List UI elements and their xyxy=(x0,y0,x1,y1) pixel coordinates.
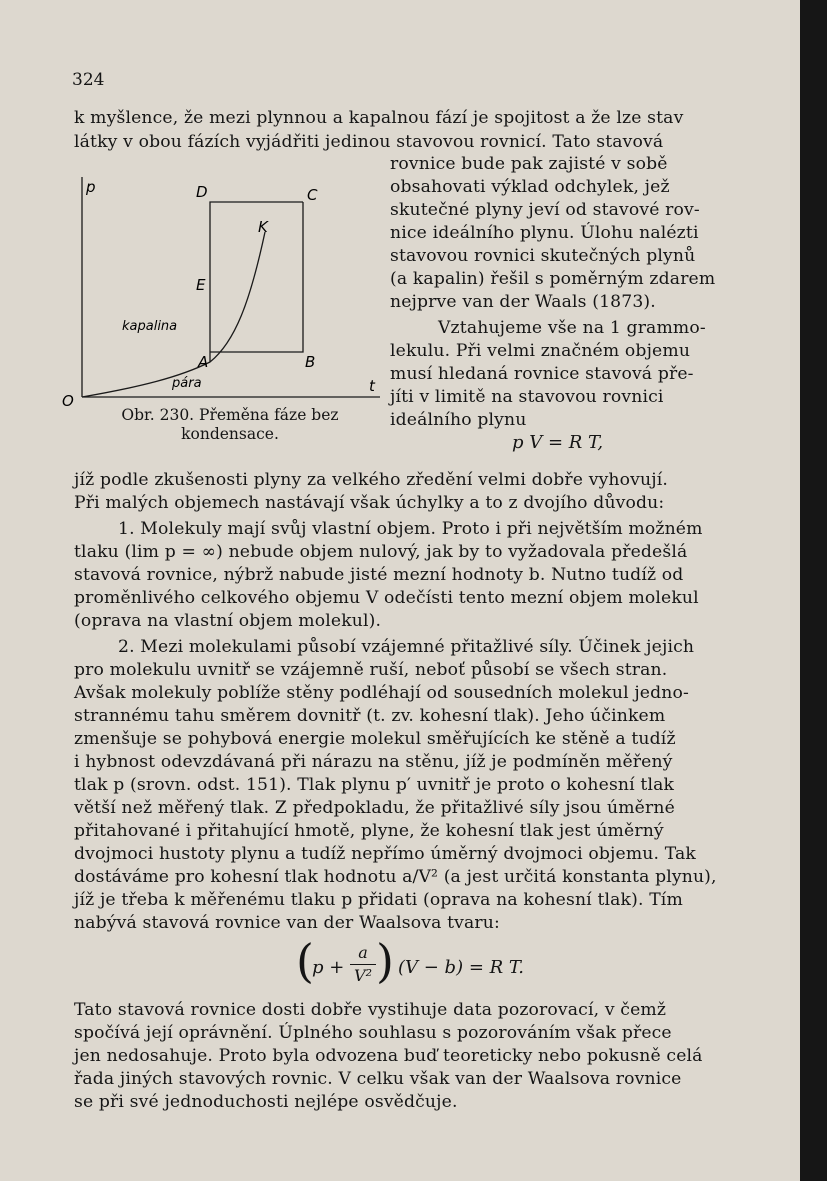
vdw-denominator: V² xyxy=(354,966,372,985)
label-para: pára xyxy=(172,376,202,391)
text-line: i hybnost odevzdávaná při nárazu na stěnu, jíž je podmíněn měřený xyxy=(74,752,673,772)
text-line: jíti v limitě na stavovou rovnici xyxy=(390,387,664,407)
text-line: Vztahujeme vše na 1 grammo- xyxy=(438,318,706,338)
text-line: řada jiných stavových rovnic. V celku však van der Waalsova rovnice xyxy=(74,1069,682,1089)
text-line: k myšlence, že mezi plynnou a kapalnou fází je spojitost a že lze stav xyxy=(74,108,684,128)
page-number: 324 xyxy=(72,70,105,90)
vdw-rest: (V − b) = R T. xyxy=(398,957,524,978)
path-C-B xyxy=(210,202,303,352)
label-p: p xyxy=(86,178,96,196)
ideal-gas-equation: p V = R T, xyxy=(512,432,604,453)
text-line: 1. Molekuly mají svůj vlastní objem. Proto i při největším možném xyxy=(118,519,703,539)
text-line: stavovou rovnici skutečných plynů xyxy=(390,246,696,266)
text-line: nejprve van der Waals (1873). xyxy=(390,292,656,312)
bracket-left: ( xyxy=(296,934,314,988)
label-t: t xyxy=(369,377,375,395)
caption-line: Obr. 230. Přeměna fáze bez xyxy=(121,406,339,424)
text-line: lekulu. Při velmi značném objemu xyxy=(390,341,691,361)
text-line: dvojmoci hustoty plynu a tudíž nepřímo úměrný dvojmoci objemu. Tak xyxy=(74,844,696,864)
label-K: K xyxy=(258,218,268,236)
bracket-right: ) xyxy=(376,934,394,988)
text-line: větší než měřený tlak. Z předpokladu, že přitažlivé síly jsou úměrné xyxy=(74,798,675,818)
caption-line: kondensace. xyxy=(181,425,279,443)
text-line: skutečné plyny jeví od stavové rov- xyxy=(390,200,700,220)
text-line: dostáváme pro kohesní tlak hodnotu a/V² (a jest určitá konstanta plynu), xyxy=(74,867,717,887)
text-line: stavová rovnice, nýbrž nabude jisté mezní hodnoty b. Nutno tudíž od xyxy=(74,565,684,585)
text-line: zmenšuje se pohybová energie molekul směřujících ke stěně a tudíž xyxy=(74,729,676,749)
fraction-bar xyxy=(350,964,376,965)
text-line: musí hledaná rovnice stavová pře- xyxy=(390,364,694,384)
label-kapalina: kapalina xyxy=(122,319,178,334)
phase-diagram-figure xyxy=(60,172,390,412)
label-B: B xyxy=(305,353,316,371)
text-line: Tato stavová rovnice dosti dobře vystihuje data pozorovací, v čemž xyxy=(74,1000,667,1020)
figure-caption xyxy=(110,406,350,444)
text-line: (oprava na vlastní objem molekul). xyxy=(74,611,382,631)
text-line: spočívá její oprávnění. Úplného souhlasu s pozorováním však přece xyxy=(74,1023,672,1043)
label-D: D xyxy=(196,183,208,201)
vdw-numerator: a xyxy=(358,943,368,962)
text-line: se při své jednoduchosti nejlépe osvědčuje. xyxy=(74,1092,458,1112)
label-C: C xyxy=(307,186,318,204)
text-line: nice ideálního plynu. Úlohu nalézti xyxy=(390,223,699,243)
text-line: pro molekulu uvnitř se vzájemně ruší, neboť působí se všech stran. xyxy=(74,660,668,680)
vapor-pressure-curve xyxy=(82,232,265,397)
text-line: rovnice bude pak zajisté v sobě xyxy=(390,154,668,174)
text-line: tlak p (srovn. odst. 151). Tlak plynu p′ uvnitř je proto o kohesní tlak xyxy=(74,775,675,795)
text-line: Avšak molekuly poblíže stěny podléhají od sousedních molekul jedno- xyxy=(74,683,689,703)
text-line: jen nedosahuje. Proto byla odvozena buď teoreticky nebo pokusně celá xyxy=(74,1046,703,1066)
label-E: E xyxy=(196,276,206,294)
page-edge xyxy=(800,0,827,1181)
label-A: A xyxy=(198,353,209,371)
text-line: Při malých objemech nastávají však úchylky a to z dvojího důvodu: xyxy=(74,493,665,513)
text-line: 2. Mezi molekulami působí vzájemné přitažlivé síly. Účinek jejich xyxy=(118,637,695,657)
text-line: strannému tahu směrem dovnitř (t. zv. kohesní tlak). Jeho účinkem xyxy=(74,706,666,726)
label-O: O xyxy=(62,392,74,410)
text-line: obsahovati výklad odchylek, jež xyxy=(390,177,670,197)
text-line: přitahované i přitahující hmotě, plyne, že kohesní tlak jest úměrný xyxy=(74,821,664,841)
text-line: jíž je třeba k měřenému tlaku p přidati (oprava na kohesní tlak). Tím xyxy=(74,890,683,910)
text-line: jíž podle zkušenosti plyny za velkého zředění velmi dobře vyhovují. xyxy=(74,470,668,490)
vdw-p-plus: p + xyxy=(312,957,345,978)
text-line: látky v obou fázích vyjádřiti jedinou stavovou rovnicí. Tato stavová xyxy=(74,132,664,152)
text-line: (a kapalin) řešil s poměrným zdarem xyxy=(390,269,716,289)
text-line: nabývá stavová rovnice van der Waalsova tvaru: xyxy=(74,913,500,933)
text-line: tlaku (lim p = ∞) nebude objem nulový, jak by to vyžadovala předešlá xyxy=(74,542,688,562)
text-line: proměnlivého celkového objemu V odečísti tento mezní objem molekul xyxy=(74,588,699,608)
text-line: ideálního plynu xyxy=(390,410,527,430)
